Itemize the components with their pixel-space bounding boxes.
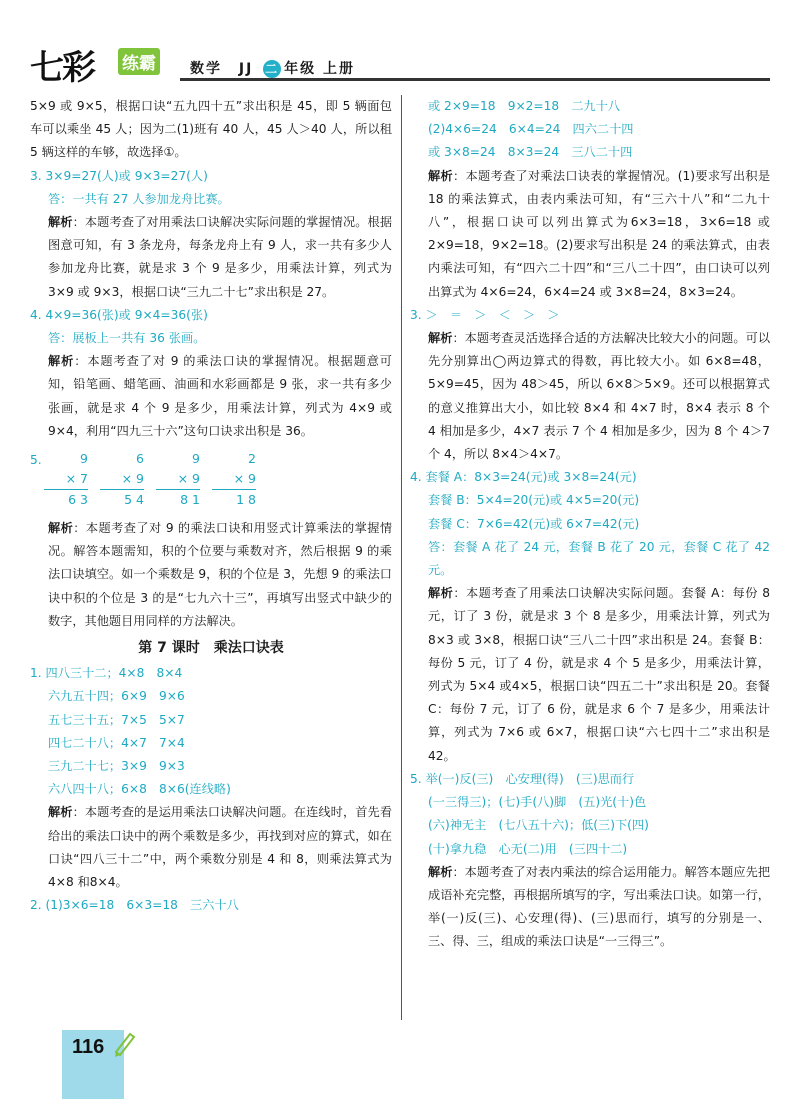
l4-analysis: 解析：本题考查了用乘法口诀解决实际问题。套餐 A：每份 8 元，订了 3 份，就是求 3 个 8 是多少，用乘法计算，列式为 8×3 或 3×8，根据口诀“三八二十四”求出积是 24。套餐 B：每份 5 元，订了 4 份，就是求 4 个 5 是多少，用乘法计算，列式为 5×4 或4×5，根据口诀“四五二十”求出积是 20。套餐 C：每份 7 元，订了 6 份，就是求 6 个 7 是多少，用乘法计算，列式为 7×6 或 6×7，根据口诀“六七四十二”求出积是 42。 xyxy=(428,586,771,763)
grade-mark: 二 xyxy=(265,62,280,76)
vertical-calc: 6 × 9 5 4 xyxy=(100,449,144,510)
l2-answer: 2. (1)3×6=18 6×3=18 三六十八 xyxy=(30,898,239,913)
edition: JJ xyxy=(238,61,254,77)
subject: 数学 xyxy=(190,61,222,77)
l5-analysis: 解析：本题考查了对表内乘法的综合运用能力。解答本题应先把成语补充完整，再根据所填写的字，写出乘法口诀。如第一行，举(一)反(三)、心安理(得)、(三)思而行，填写的分别是一、三、得、三，组成的乘法口诀是“一三得三”。 xyxy=(428,864,771,949)
l1-answer-line: 三九二十七；3×9 9×3 xyxy=(48,759,185,774)
header-rule xyxy=(180,78,770,81)
q3-answer: 3. 3×9=27(人)或 9×3=27(人) xyxy=(30,168,208,183)
left-column xyxy=(30,95,392,918)
q4-analysis: 解析：本题考查了对 9 的乘法口诀的掌握情况。根据题意可知，铅笔画、蜡笔画、油画和水彩画都是 9 张，求一共有多少张画，就是求 4 个 9 是多少，用乘法计算，列式为 4×9 或 9×4，利用“四九三十六”这句口诀求出积是 36。 xyxy=(48,354,392,438)
l4-answer-line: 套餐 B：5×4=20(元)或 4×5=20(元) xyxy=(428,493,640,508)
l1-answer-line: 五七三十五；7×5 5×7 xyxy=(48,712,185,727)
l5-answer-line: (六)神无主 (七八五十六)；低(三)下(四) xyxy=(428,818,649,833)
vertical-calc: 9 × 7 6 3 xyxy=(44,449,88,510)
logo-subtext: 练霸 xyxy=(118,48,160,75)
right-column xyxy=(410,95,770,954)
brand-logo xyxy=(30,40,180,88)
logo-text: 七彩 xyxy=(30,48,94,88)
l1-answer-line: 四七二十八；4×7 7×4 xyxy=(48,735,185,750)
l4-answer-line: 套餐 C：7×6=42(元)或 6×7=42(元) xyxy=(428,516,640,531)
l5-answer-line: (十)拿九稳 心无(二)用 (三四十二) xyxy=(428,841,628,856)
l4-answer-line: 答：套餐 A 花了 24 元，套餐 B 花了 20 元，套餐 C 花了 42 元。 xyxy=(428,539,770,578)
l4-answer: 4. 套餐 A：8×3=24(元)或 3×8=24(元) xyxy=(410,470,637,485)
vertical-calc: 2 × 9 1 8 xyxy=(212,449,256,510)
l1-answer-line: 六九五十四；6×9 9×6 xyxy=(48,689,185,704)
vertical-calc: 9 × 9 8 1 xyxy=(156,449,200,510)
q3-answer-line: 答：一共有 27 人参加龙舟比赛。 xyxy=(48,191,230,206)
l2-analysis: 解析：本题考查了对乘法口诀表的掌握情况。(1)要求写出积是 18 的乘法算式，由表内乘法可知，有“三六十八”和“二九十八”，根据口诀可以列出算式为6×3=18，3×6=18 或 2×9=18，9×2=18。(2)要求写出积是 24 的乘法算式，由表内乘法可知，有“四六二十四”和“三八二十四”，由口诀可以列出算式为 4×6=24，6×4=24 或 3×8=24，8×3=24。 xyxy=(428,168,771,299)
l1-answer-line: 六八四十八；6×8 8×6(连线略) xyxy=(48,782,231,797)
book-info xyxy=(190,58,355,78)
grade-text: 年级 上册 xyxy=(284,61,356,77)
q5-vertical-calculations xyxy=(30,449,392,509)
l3-analysis: 解析：本题考查灵活选择合适的方法解决比较大小的问题。可以先分别算出◯两边算式的得数，再比较大小。如 6×8=48，5×9=45，因为 48＞45，所以 6×8＞5×9。还可以根据算式的意义推算出大小，如比较 8×4 和 4×7 时，8×4 表示 8 个 4 相加是多少，4×7 表示 7 个 4 相加是多少，因为 8 个 4＞7 个 4，所以 8×4＞4×7。 xyxy=(428,331,771,462)
l3-answer: 3. ＞ ＝ ＞ ＜ ＞ ＞ xyxy=(410,307,560,322)
q4-answer-line: 答：展板上一共有 36 张画。 xyxy=(48,331,206,346)
l2-answer-line: 或 2×9=18 9×2=18 二九十八 xyxy=(428,99,621,113)
l5-answer-line: (一三得三)；(七)手(八)脚 (五)光(十)色 xyxy=(428,795,647,810)
page-header xyxy=(0,0,800,95)
l5-answer: 5. 举(一)反(三) 心安理(得) (三)思而行 xyxy=(410,771,635,786)
intro-paragraph: 5×9 或 9×5，根据口诀“五九四十五”求出积是 45，即 5 辆面包车可以乘坐 45 人；因为二(1)班有 40 人，45 人＞40 人，所以租 5 辆这样的车够，故选择①。 xyxy=(30,99,392,160)
l2-answer-line: 或 3×8=24 8×3=24 三八二十四 xyxy=(428,145,633,160)
page-number: 116 xyxy=(72,1036,105,1058)
column-divider xyxy=(401,95,402,1020)
lesson-title: 第 7 课时 乘法口诀表 xyxy=(138,640,284,657)
q5-analysis: 解析：本题考查了对 9 的乘法口诀和用竖式计算乘法的掌握情况。解答本题需知，积的个位要与乘数对齐，然后根据 9 的乘法口诀填空。如一个乘数是 9，积的个位是 3，先想 9 的乘法口诀中积的个位是 3 的是“七九六十三”，再填写出竖式中缺少的数字，其他题目用同样的方法解决。 xyxy=(48,521,393,628)
q4-answer: 4. 4×9=36(张)或 9×4=36(张) xyxy=(30,307,208,322)
q5-label: 5. xyxy=(30,453,42,468)
pencil-icon xyxy=(110,1028,140,1058)
l1-analysis: 解析：本题考查的是运用乘法口诀解决问题。在连线时，首先看给出的乘法口诀中的两个乘数是多少，再找到对应的算式，如在口诀“四八三十二”中，两个乘数分别是 4 和 8，则乘法算式为 4×8 和8×4。 xyxy=(48,805,393,890)
q3-analysis: 解析：本题考查了对用乘法口诀解决实际问题的掌握情况。根据图意可知，有 3 条龙舟，每条龙舟上有 9 人，求一共有多少人参加龙舟比赛，就是求 3 个 9 是多少，用乘法计算，列式为 3×9 或 9×3，根据口诀“三九二十七”求出积是 27。 xyxy=(48,215,393,299)
l2-answer-line: (2)4×6=24 6×4=24 四六二十四 xyxy=(428,122,634,137)
l1-answer: 1. 四八三十二；4×8 8×4 xyxy=(30,666,183,681)
